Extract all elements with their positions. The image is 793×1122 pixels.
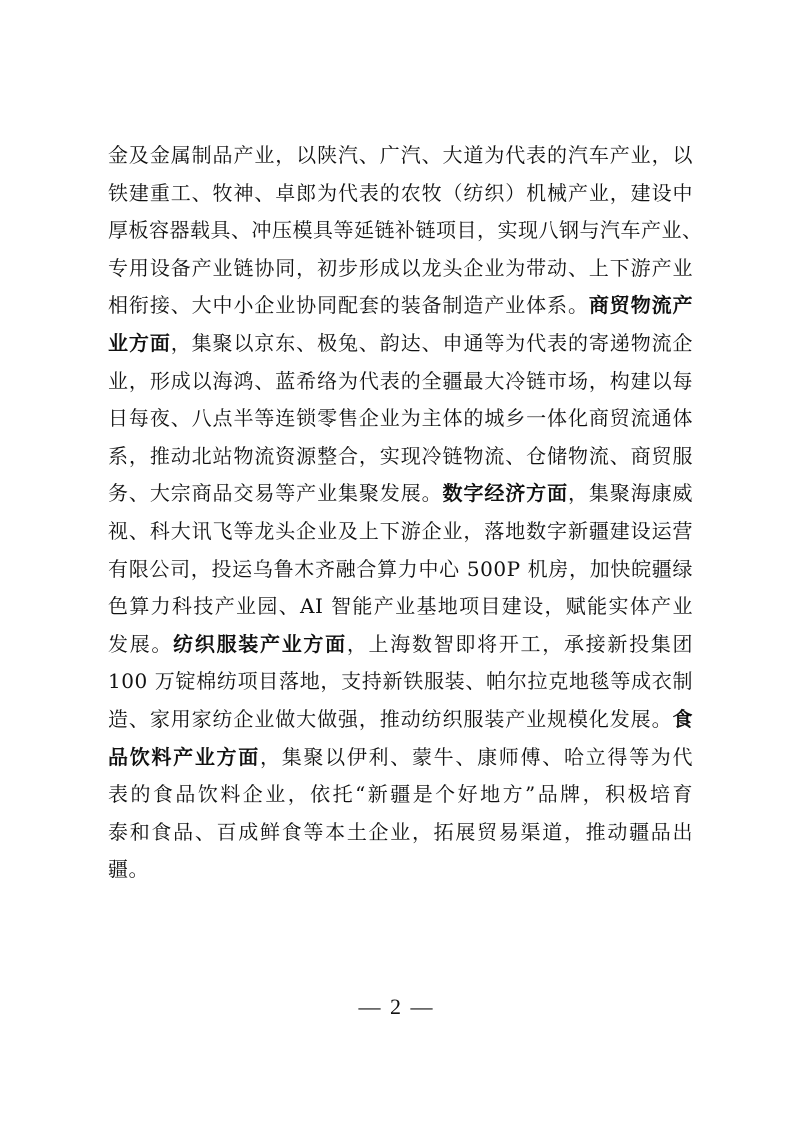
text-line bbox=[108, 739, 693, 777]
text-run: 厚板容器载具、冲压模具等延链补链项目，实现八钢与汽车产业、 bbox=[108, 218, 703, 243]
text-run: ，集聚以京东、极兔、韵达、申通等为代表的寄递物流企 bbox=[170, 330, 694, 355]
text-run: 表的食品饮料企业，依托“新疆是个好地方”品牌，积极培育 bbox=[108, 782, 693, 807]
text-line bbox=[108, 626, 693, 664]
text-line bbox=[108, 287, 693, 325]
bold-heading-text: 纺织服装产业方面 bbox=[173, 631, 347, 656]
text-run: 视、科大讯飞等龙头企业及上下游企业，落地数字新疆建设运营 bbox=[108, 518, 693, 543]
text-run: 造、家用家纺企业做大做强，推动纺织服装产业规模化发展。 bbox=[108, 706, 673, 731]
text-line bbox=[108, 212, 703, 250]
text-run: ，集聚以伊利、蒙牛、康师傅、哈立得等为代 bbox=[259, 744, 694, 769]
text-run: 务、大宗商品交易等产业集聚发展。 bbox=[108, 481, 443, 506]
bold-heading-text: 品饮料产业方面 bbox=[108, 744, 260, 769]
text-line bbox=[108, 663, 693, 701]
text-line bbox=[108, 551, 693, 589]
bold-heading-text: 数字经济方面 bbox=[442, 481, 568, 506]
text-line bbox=[108, 363, 693, 401]
text-run: 发展。 bbox=[108, 631, 174, 656]
text-run: 金及金属制品产业，以陕汽、广汽、大道为代表的汽车产业，以 bbox=[108, 143, 693, 167]
text-run: 业，形成以海鸿、蓝希络为代表的全疆最大冷链市场，构建以每 bbox=[108, 368, 693, 393]
text-run: 系，推动北站物流资源整合，实现冷链物流、仓储物流、商贸服 bbox=[108, 443, 693, 468]
text-run: 日每夜、八点半等连锁零售企业为主体的城乡一体化商贸流通体 bbox=[108, 406, 693, 431]
page-number: — 2 — bbox=[358, 994, 435, 1019]
text-line bbox=[108, 814, 693, 852]
text-run: 有限公司，投运乌鲁木齐融合算力中心 500P 机房，加快皖疆绿 bbox=[108, 556, 693, 581]
text-line bbox=[108, 438, 693, 476]
text-line bbox=[108, 701, 693, 739]
text-line bbox=[108, 475, 693, 513]
text-line bbox=[108, 325, 693, 363]
text-run: ，上海数智即将开工，承接新投集团 bbox=[346, 631, 694, 656]
text-run: 100 万锭棉纺项目落地，支持新铁服装、帕尔拉克地毯等成衣制 bbox=[108, 669, 693, 694]
text-line bbox=[108, 175, 693, 213]
text-run: 相衔接、大中小企业协同配套的装备制造产业体系。 bbox=[108, 293, 589, 318]
text-run: 泰和食品、百成鲜食等本土企业，拓展贸易渠道，推动疆品出 bbox=[108, 819, 693, 844]
text-line bbox=[108, 776, 693, 814]
text-line bbox=[108, 250, 693, 288]
text-line bbox=[108, 137, 693, 175]
bold-heading-text: 业方面 bbox=[108, 330, 171, 355]
text-line bbox=[108, 513, 693, 551]
text-run: 铁建重工、牧神、卓郎为代表的农牧（纺织）机械产业，建设中 bbox=[108, 180, 693, 205]
text-line bbox=[108, 588, 693, 626]
text-line bbox=[108, 400, 693, 438]
text-run: ，集聚海康威 bbox=[567, 481, 694, 506]
body-paragraph bbox=[108, 137, 703, 889]
text-run: 疆。 bbox=[108, 857, 149, 882]
text-run: 专用设备产业链协同，初步形成以龙头企业为带动、上下游产业 bbox=[108, 255, 693, 280]
text-line bbox=[108, 851, 693, 889]
text-run: 色算力科技产业园、AI 智能产业基地项目建设，赋能实体产业 bbox=[108, 594, 693, 619]
bold-heading-text: 食 bbox=[672, 706, 693, 731]
bold-heading-text: 商贸物流产 bbox=[588, 293, 694, 318]
